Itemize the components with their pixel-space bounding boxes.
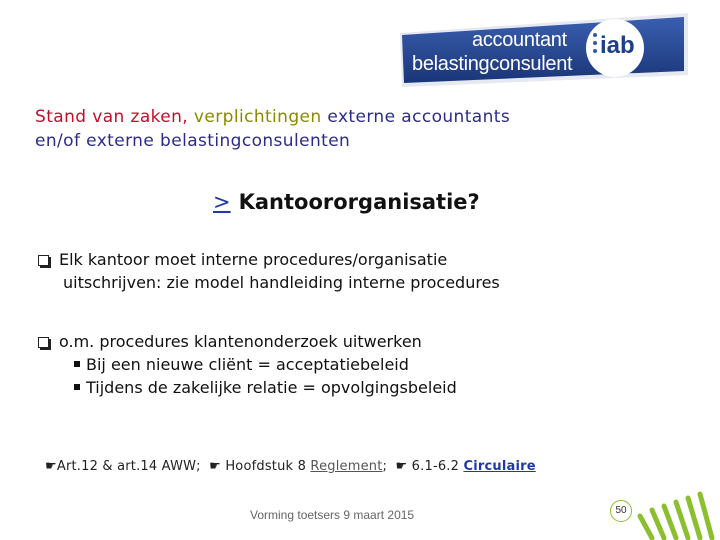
brand-logo — [388, 5, 698, 93]
bullet-item — [38, 248, 658, 294]
reference-separator: ; — [382, 459, 388, 474]
checkbox-bullet-icon — [38, 337, 49, 348]
bullet-text: o.m. procedures klantenonderzoek uitwerken — [59, 332, 422, 351]
sub-bullet-item — [38, 353, 658, 376]
title-part-stand-van-zaken: Stand van zaken, — [35, 107, 194, 127]
title-line-2: en/of externe belastingconsulenten — [35, 131, 351, 151]
reglement-link[interactable]: Reglement — [310, 459, 383, 474]
pointing-hand-icon: ☛ — [395, 459, 408, 474]
slide-footer: Vorming toetsers 9 maart 2015 — [250, 508, 415, 522]
reference-hoofdstuk: Hoofdstuk 8 — [225, 459, 307, 474]
sub-bullet-item — [38, 376, 658, 399]
circulaire-link[interactable]: Circulaire — [463, 459, 536, 474]
title-part-externe-accountants: externe accountants — [327, 107, 511, 127]
page-number: 50 — [610, 500, 632, 522]
pointing-hand-icon: ☛ — [209, 459, 221, 474]
sub-bullet-text: Bij een nieuwe cliënt = acceptatiebeleid — [86, 355, 409, 374]
bullet-text: Elk kantoor moet interne procedures/organisatie — [59, 250, 448, 269]
checkbox-bullet-icon — [38, 255, 49, 266]
legal-references — [45, 459, 536, 474]
pointing-hand-icon: ☛ — [45, 459, 57, 474]
square-bullet-icon — [74, 361, 80, 367]
logo-text-accountant: accountant — [472, 29, 567, 51]
bullet-text-continued: uitschrijven: zie model handleiding interne procedures — [63, 273, 500, 292]
sub-bullet-text: Tijdens de zakelijke relatie = opvolgingsbeleid — [86, 378, 457, 397]
section-heading-text: Kantoororganisatie? — [238, 190, 480, 214]
reference-sections: 6.1-6.2 — [411, 459, 460, 474]
slide-title — [35, 105, 675, 153]
square-bullet-icon — [74, 384, 80, 390]
iab-mark-text: iab — [600, 32, 635, 59]
reference-aww: Art.12 & art.14 AWW; — [56, 459, 201, 474]
arrow-link[interactable]: > — [213, 190, 231, 214]
iab-mark — [586, 19, 644, 77]
section-heading — [213, 190, 480, 214]
title-part-verplichtingen: verplichtingen — [193, 107, 328, 127]
bullet-item — [38, 330, 658, 399]
logo-text-belastingconsulent: belastingconsulent — [412, 53, 573, 75]
